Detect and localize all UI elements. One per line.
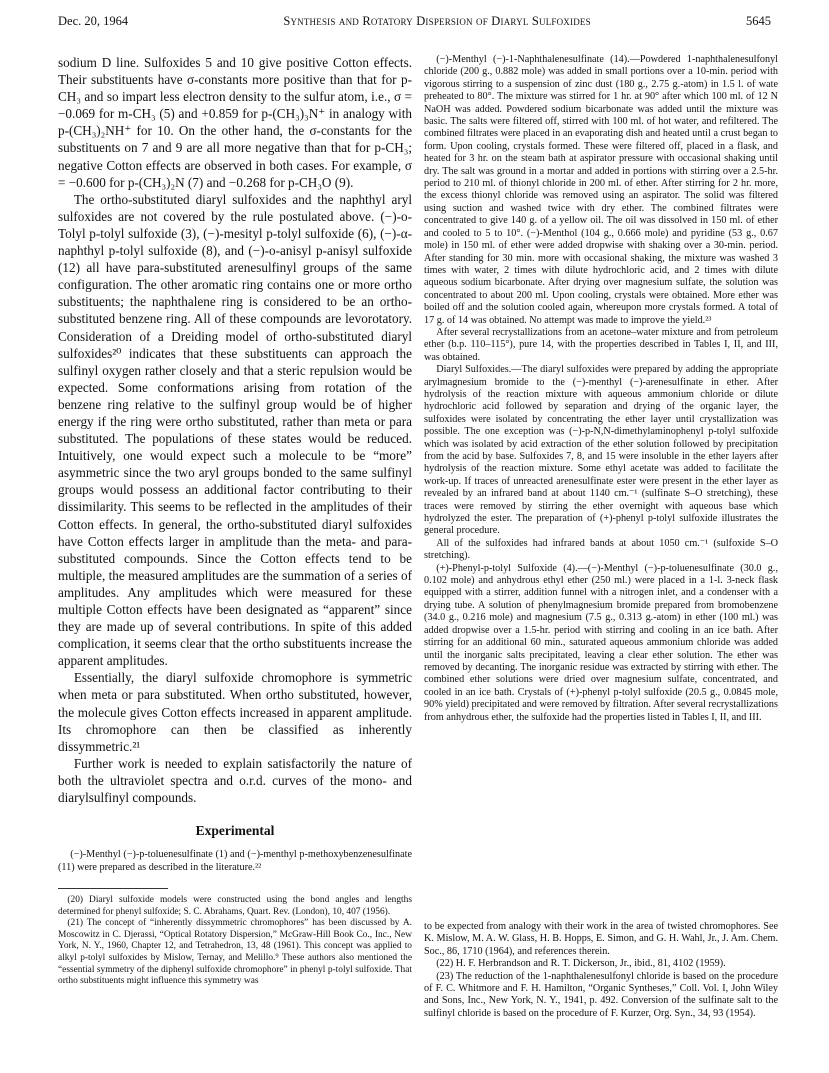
paragraph: After several recrystallizations from an acetone–water mixture and from petroleum ether (b.p. 110–115°), pure 14, with the properties described in Tables I, II, and III, was obtained. <box>424 326 778 363</box>
left-column <box>58 54 412 988</box>
header-date: Dec. 20, 1964 <box>58 14 129 28</box>
paragraph: (+)-Phenyl-p-tolyl Sulfoxide (4).—(−)-Menthyl (−)-p-toluenesulfinate (30.0 g., 0.102 mole) and anhydrous ethyl ether (250 ml.) were placed in a 1-l. 3-neck flask equipped with a stirrer, addition funnel with a nitrogen inlet, and a condenser with a drying tube. A solution of phenylmagnesium bromide prepared from bromobenzene (34.0 g., 0.216 mole) and magnesium (7.5 g., 0.313 g.-atom) in ether (100 ml.) was added dropwise over a 1.5-hr. period with stirring and cooling in an ice bath. After stirring for an additional 60 min., saturated aqueous ammonium chloride was added until the inorganic salts precipitated, leaving a clear ether solution. The ether was removed by decanting. The inorganic residue was extracted by stirring with ether. The combined ether solutions were dried over magnesium sulfate, concentrated, and cooled in an ice bath. Crystals of (+)-phenyl p-tolyl sulfoxide (20.5 g., 0.0845 mole, 90% yield) precipitated and were removed by filtration. After several recrystallizations from anhydrous ether, the sulfoxide had the properties listed in Tables I, II, and III. <box>424 562 778 723</box>
footnote: (22) H. F. Herbrandson and R. T. Dickerson, Jr., ibid., 81, 4102 (1959). <box>436 958 726 970</box>
left-body <box>58 54 412 806</box>
right-footnotes <box>424 921 778 1020</box>
paragraph: (−)-Menthyl (−)-p-toluenesulfinate (1) and (−)-menthyl p-methoxybenzenesulfinate (11) were prepared as described in the literature.²² <box>58 849 412 873</box>
paragraph: All of the sulfoxides had infrared bands at about 1050 cm.⁻¹ (sulfoxide S–O stretching). <box>424 537 778 562</box>
paragraph: The ortho-substituted diaryl sulfoxides and the naphthyl aryl sulfoxides are not covered by the rule postulated above. (−)-o-Tolyl p-tolyl sulfoxide (3), (−)-mesityl p-tolyl sulfoxide (6), (−)-α-naphthyl p-tolyl sulfoxide (8), and (−)-o-anisyl p-anisyl sulfoxide (12) all have para-substituted arenesulfinyl groups of the same configuration. The other aromatic ring contains one or more ortho substituents; the naphthalene ring is considered to be an ortho-substituted benzene ring. All of these compounds are levorotatory. Consideration of a Dreiding model of ortho-substituted diaryl sulfoxides²⁰ indicates that these substituents can approach the sulfinyl oxygen rather closely and that a steric repulsion would be expected. Some conformations arising from rotation of the benzene ring relative to the sulfinyl group would be of higher energy if the ring were ortho substituted, rather than meta or para substituted. The populations of these states would be reduced. Intuitively, one would expect such a molecule to be “more” asymmetric since the two aryl groups bonded to the same sulfinyl groups would possess an additional factor contributing to their dissimilarity. This seems to be reflected in the amplitudes of their Cotton effects. In general, the ortho-substituted diaryl sulfoxides have Cotton effects larger in amplitude than the meta- and para-substituted compounds. Since the Cotton effects tend to be multiple, the measured amplitudes are the summation of a series of amplitudes. Any amplitudes which were measured for these multiple Cotton effects have been designated as “apparent” since they are made up of several contributions. In spite of this added complication, it seems clear that the ortho substituents increase the apparent amplitudes. <box>58 191 412 669</box>
right-body <box>424 54 778 724</box>
footnote: (21) The concept of “inherently dissymmetric chromophores” has been discussed by A. Moscowitz in C. Djerassi, “Optical Rotatory Dispersion,” McGraw-Hill Book Co., Inc., New York, N. Y., 1960, Chapter 12, and Tetrahedron, 13, 48 (1961). This concept was applied to alkyl p-tolyl sulfoxides by Mislow, Ternay, and Melillo.⁹ These authors also mentioned the “essential symmetry of the diphenyl sulfoxide chromophore” in phenyl p-tolyl sulfoxide. That ortho substituents might influence this symmetry was <box>58 918 412 987</box>
experimental-intro <box>58 849 412 874</box>
footnote-rule <box>58 888 168 889</box>
left-footnotes <box>58 888 412 988</box>
paragraph: Further work is needed to explain satisfactorily the nature of both the ultraviolet spectra and o.r.d. curves of the mono- and diarylsulfinyl compounds. <box>58 755 412 806</box>
footnote: to be expected from analogy with their work in the area of twisted chromophores. See K. Mislow, M. A. W. Glass, H. B. Hopps, E. Simon, and G. H. Wahl, Jr., J. Am. Chem. Soc., 86, 1710 (1964), and references therein. <box>424 921 778 957</box>
paragraph: Essentially, the diaryl sulfoxide chromophore is symmetric when meta or para substituted. When ortho substituted, however, the molecule gives Cotton effects increased in apparent amplitude. Its chromophore can then be classified as inherently dissymmetric.²¹ <box>58 670 412 754</box>
paragraph: (−)-Menthyl (−)-1-Naphthalenesulfinate (14).—Powdered 1-naphthalenesulfonyl chloride (200 g., 0.882 mole) was added in small portions over a 10-min. period with vigorous stirring to a suspension of zinc dust (180 g., 2.75 g.-atom) in 1.5 l. of wate preheated to 80°. The mixture was stirred for 1 hr. at 90° after which 100 ml. of 12 N NaOH was added. Powdered sodium bicarbonate was added until the mixture was basic. The salts were filtered off, stirred with 100 ml. of hot water, and refiltered. The combined filtrates were placed in an evaporating dish and heated until a crust began to form. Upon cooling, crystals formed. These were filtered off, placed in a flask, and heated for 3 hr. on the steam bath at aspirator pressure with occasional shaking until dry. The salt was ground in a mortar and added in portions with stirring over a 2.5-hr. period to 210 ml. of thionyl chloride in 200 ml. of ether. After stirring for 2 hr. more, the excess thionyl chloride was removed using an aspirator. The solid was filtered using suction and washed twice with dry ether. The combined filtrates were concentrated to give 140 g. of a yellow oil. The oil was dissolved in 150 ml. of ether and cooled to 5 to 10°. (−)-Menthol (104 g., 0.666 mole) and pyridine (53 g., 0.67 mole) in 150 ml. of ether were added dropwise with shaking over a 30-min. period. After standing for 30 min. more with occasional shaking, the mixture was washed 3 times with water, 2 times with dilute hydrochloric acid, and 2 times with dilute aqueous sodium bicarbonate. After drying over magnesium sulfate, the solution was concentrated to about 200 ml. Upon cooling, crystals were obtained. More ether was boiled off and the solution cooled again, whereupon more crystals formed. A total of 17 g. of 14 was obtained. No attempt was made to improve the yield.²³ <box>424 54 778 326</box>
section-heading-experimental: Experimental <box>195 823 275 839</box>
footnote: (20) Diaryl sulfoxide models were constructed using the bond angles and lengths determined for phenyl sulfoxide; S. C. Abrahams, Quart. Rev. (London), 10, 407 (1956). <box>58 894 412 917</box>
running-head <box>58 14 771 30</box>
header-title: Synthesis and Rotatory Dispersion of Diaryl Sulfoxides <box>283 14 591 28</box>
header-page-number: 5645 <box>745 14 771 28</box>
footnote: (23) The reduction of the 1-naphthalenesulfonyl chloride is based on the procedure of F. C. Whitmore and F. H. Hamilton, “Organic Syntheses,” Coll. Vol. I, John Wiley and Sons, Inc., New York, N. Y., 1941, p. 492. Conversion of the sulfinate salt to the sulfinyl chloride is based on the procedure of F. Kurzer, Org. Syn., 34, 93 (1954). <box>424 970 778 1019</box>
paragraph: Diaryl Sulfoxides.—The diaryl sulfoxides were prepared by adding the appropriate arylmagnesium bromide to the (−)-menthyl (−)-arenesulfinate in ether. After hydrolysis of the reaction mixture with aqueous ammonium chloride or dilute hydrochloric acid followed by separation and drying of the organic layer, the sulfoxides were isolated by concentrating the ether layer until crystallization was possible. The one exception was (−)-p-N,N-dimethylaminophenyl p-tolyl sulfoxide which was isolated by acid extraction of the ether solution followed by precipitation from the acid by base. Sulfoxides 7, 8, and 15 were insoluble in the ether layers after hydrolysis of the reaction mixture. Some ethyl acetate was added to facilitate the work-up. If traces of unreacted arenesulfinate ester were present in the ether layer as revealed by an infrared band at about 1140 cm.⁻¹ (sulfinate S–O stretching), these traces were removed by stirring the ether overnight with aqueous base which hydrolyzed the ester. The preparation of (+)-phenyl p-tolyl sulfoxide illustrates the general procedure. <box>424 364 778 537</box>
right-column <box>424 54 778 724</box>
paragraph: sodium D line. Sulfoxides 5 and 10 give positive Cotton effects. Their substituents have σ-constants more positive than that for p-CH₃ and so impart less electron density to the sulfur atom, i.e., σ = −0.069 for m-CH₃ (5) and +0.859 for p-(CH₃)₃N⁺ in analogy with p-(CH₃)₂NH⁺ for 10. On the other hand, the σ-constants for the substituents on 7 and 9 are all more negative than that for p-CH₃; negative Cotton effects are observed in both cases. For example, σ = −0.600 for p-(CH₃)₂N (7) and −0.268 for p-CH₃O (9). <box>58 55 412 190</box>
